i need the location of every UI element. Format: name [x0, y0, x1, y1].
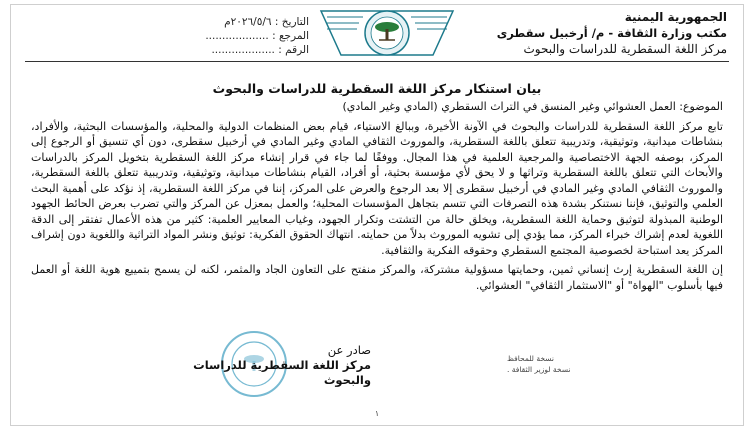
date-field: التاريخ : ٢٠٢٦/٥/٦م	[224, 16, 309, 28]
document-page	[10, 4, 744, 426]
issued-by-label: صادر عن	[327, 343, 371, 357]
copies-list	[507, 353, 647, 375]
letter-meta	[159, 15, 309, 57]
issuer-name: مركز اللغة السقطرية للدراسات والبحوث	[193, 358, 371, 387]
republic-name: الجمهورية اليمنية	[624, 10, 727, 24]
paragraph-2: إن اللغة السقطرية إرث إنساني ثمين، وحمايتها مسؤولية مشتركة، والمركز منفتح على التعاون الجاد والمثمر، لكنه لن يسمح بتمييع هوية اللغة أو العمل فيها بأسلوب "الهواة" أو "الاستثمار الثقافي" العشوائي.	[31, 263, 723, 292]
copy-governor: نسخة للمحافظ	[507, 354, 554, 363]
number-field: الرقم : ...................	[211, 44, 309, 56]
paragraph-1: تابع مركز اللغة السقطرية للدراسات والبحوث في الآونة الأخيرة، وببالغ الاستياء، قيام بعض المنظمات الدولية والمحلية، والمؤسسات البحثية، والأفراد، بنشاطات ميدانية، وتوثيقية، وتدريبية تتعلق باللغة السقطرية، والموروث الثقافي المادي وغير المادي في أرخبيل سقطرى، دون أي تنسيق أو الرجوع إلى المركز، بوصفه الجهة الاختصاصية والمرجعية العلمية في هذا المجال. ووفقًا لما جاء في قرار إنشاء مركز اللغة السقطرية بتخويل المركز بالدراسات والأبحاث التي تتعلق باللغة السقطرية وتراثها و لا يحق لأي مؤسسة بحثية، أو أفراد، القيام بنشاطات ميدانية، وتوثيقية، وتدريبية تتعلق باللغة السقطرية، والموروث الثقافي المادي وغير المادي في أرخبيل سقطرى إلا بعد الرجوع والعرض على المركز، إننا في مركز اللغة السقطرية، إذ نؤكد على أهمية البحث العلمي والتوثيق، فإننا نستنكر بشدة هذه التصرفات التي تتسم بتجاهل المؤسسات المحلية؛ والعمل بمعزل عن المركز والتي تضرب بعرض الحائط الجهود الوطنية المبذولة لتوثيق وحماية اللغة السقطرية، ويخلق حالة من التشتت وتكرار الجهود، وغياب المعايير العلمية: كثير من هذه الأعمال تفتقر إلى الدقة اللغوية لعدم إشراك خبراء المركز، مما يؤدي إلى تشويه الموروث بدلاً من حمايته. انتهاك الحقوق الفكرية: توثيق ونشر المواد التراثية واللغوية دون إشراف المركز يعد استباحة لخصوصية المجتمع السقطري وحقوقه الفكرية والثقافية.	[31, 119, 723, 257]
header-divider	[25, 61, 729, 62]
document-title: بيان استنكار مركز اللغة السقطرية للدراسات والبحوث	[212, 81, 542, 96]
letterhead-issuer	[487, 9, 727, 58]
document-body	[31, 99, 723, 297]
ministry-office: مكتب وزارة الثقافة - م/ أرخبيل سقطرى	[496, 26, 727, 40]
dragon-blood-tree-logo-icon	[313, 7, 461, 59]
document-subject: الموضوع: العمل العشوائي وغير المنسق في التراث السقطري (المادي وغير المادي)	[342, 100, 723, 113]
issuer-block	[181, 343, 371, 388]
reference-field: المرجع : ...................	[205, 30, 309, 42]
center-name: مركز اللغة السقطرية للدراسات والبحوث	[523, 42, 727, 56]
page-number: ١	[374, 409, 380, 418]
copy-minister: نسخة لوزير الثقافة .	[507, 365, 571, 374]
